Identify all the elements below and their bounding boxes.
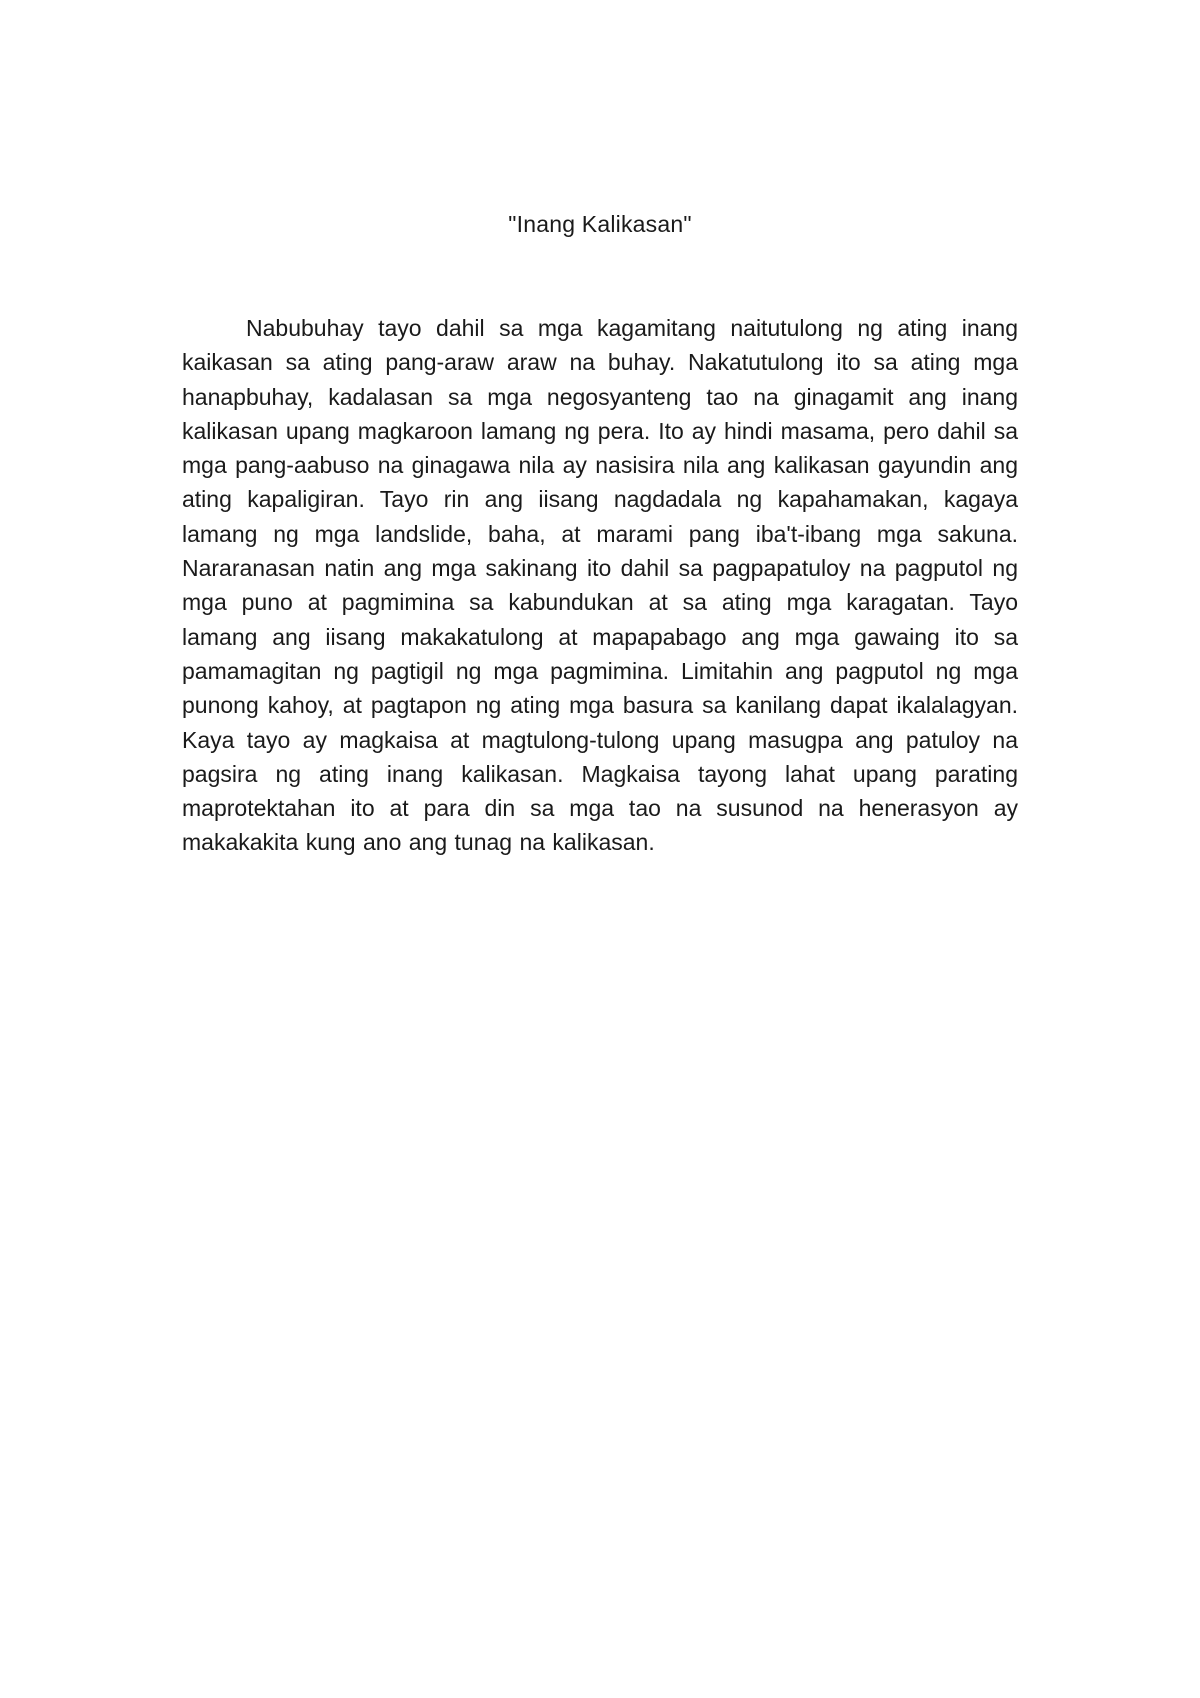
document-body-paragraph: Nabubuhay tayo dahil sa mga kagamitang naitutulong ng ating inang kaikasan sa ating pang-araw araw na buhay. Nakatutulong ito sa ating mga hanapbuhay, kadalasan sa mga negosyanteng tao na ginagamit ang inang kalikasan upang magkaroon lamang ng pera. Ito ay hindi masama, pero dahil sa mga pang-aabuso na ginagawa nila ay nasisira nila ang kalikasan gayundin ang ating kapaligiran. Tayo rin ang iisang nagdadala ng kapahamakan, kagaya lamang ng mga landslide, baha, at marami pang iba't-ibang mga sakuna. Nararanasan natin ang mga sakinang ito dahil sa pagpapatuloy na pagputol ng mga puno at pagmimina sa kabundukan at sa ating mga karagatan. Tayo lamang ang iisang makakatulong at mapapabago ang mga gawaing ito sa pamamagitan ng pagtigil ng mga pagmimina. Limitahin ang pagputol ng mga punong kahoy, at pagtapon ng ating mga basura sa kanilang dapat ikalalagyan. Kaya tayo ay magkaisa at magtulong-tulong upang masugpa ang patuloy na pagsira ng ating inang kalikasan. Magkaisa tayong lahat upang parating maprotektahan ito at para din sa mga tao na susunod na henerasyon ay makakakita kung ano ang tunag na kalikasan. [182,315,1018,856]
document-title: "Inang Kalikasan" [508,211,692,237]
